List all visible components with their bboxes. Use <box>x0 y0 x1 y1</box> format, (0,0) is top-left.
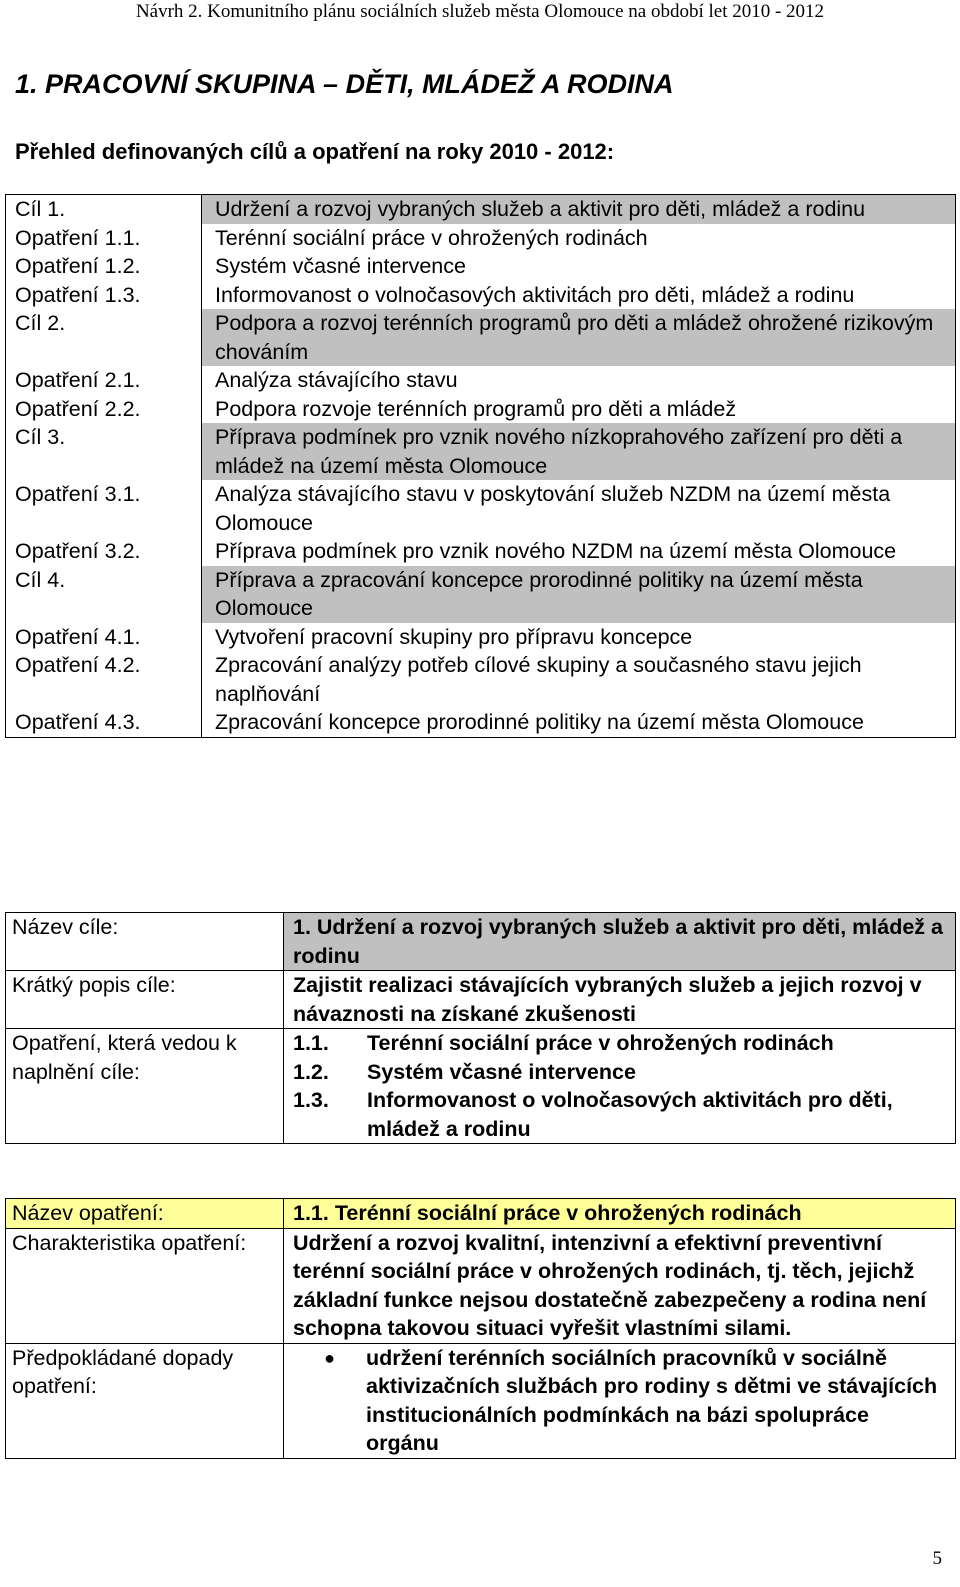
table-row <box>6 423 956 480</box>
row-text: Zpracování koncepce prorodinné politiky na území města Olomouce <box>202 708 956 737</box>
row-text: Analýza stávajícího stavu <box>202 366 956 395</box>
measure-name-row <box>6 1199 956 1229</box>
goal-measures-row <box>6 1029 956 1144</box>
measure-number: 1.2. <box>293 1059 329 1084</box>
measure-name-label: Název opatření: <box>6 1199 284 1229</box>
measure-text: Systém včasné intervence <box>367 1059 636 1084</box>
row-text: Příprava a zpracování koncepce prorodinné politiky na území města Olomouce <box>202 566 956 623</box>
overview-table <box>5 194 956 738</box>
goal-measures-cell <box>284 1029 956 1144</box>
list-item <box>293 1058 947 1087</box>
row-text: Podpora rozvoje terénních programů pro děti a mládež <box>202 395 956 424</box>
measure-number: 1.3. <box>293 1088 329 1112</box>
row-label: Opatření 4.3. <box>15 710 141 734</box>
measure-impact-label: Předpokládané dopady opatření: <box>6 1343 284 1458</box>
measure-name-value: 1.1. Terénní sociální práce v ohrožených rodinách <box>284 1199 956 1229</box>
row-text: Zpracování analýzy potřeb cílové skupiny a současného stavu jejich naplňování <box>202 651 956 708</box>
row-text: Příprava podmínek pro vznik nového NZDM na území města Olomouce <box>202 537 956 566</box>
page-title: 1. PRACOVNÍ SKUPINA – DĚTI, MLÁDEŽ A RODINA <box>15 69 674 99</box>
goal-desc-value: Zajistit realizaci stávajících vybraných služeb a jejich rozvoj v návaznosti na získané zkušenosti <box>284 971 956 1029</box>
table-row <box>6 651 956 708</box>
impact-list <box>293 1344 947 1458</box>
table-row <box>6 623 956 652</box>
measure-impact-cell <box>284 1343 956 1458</box>
row-label: Opatření 1.2. <box>15 254 141 278</box>
table-row <box>6 366 956 395</box>
table-row <box>6 708 956 737</box>
goal-desc-label: Krátký popis cíle: <box>6 971 284 1029</box>
goal-measures-list <box>293 1029 947 1143</box>
row-text: Informovanost o volnočasových aktivitách pro děti, mládež a rodinu <box>202 281 956 310</box>
row-label: Opatření 4.1. <box>15 624 141 649</box>
row-label: Cíl 3. <box>15 425 66 449</box>
list-item <box>293 1344 947 1458</box>
measure-number: 1.1. <box>293 1031 329 1055</box>
row-label: Cíl 1. <box>15 197 66 221</box>
goal-name-row <box>6 913 956 971</box>
row-text: Systém včasné intervence <box>202 252 956 281</box>
page-number: 5 <box>932 1548 942 1569</box>
row-label: Opatření 1.3. <box>15 282 141 307</box>
measure-char-row <box>6 1228 956 1343</box>
goal-name-label: Název cíle: <box>6 913 284 971</box>
measure-text: Informovanost o volnočasových aktivitách pro děti, mládež a rodinu <box>367 1088 893 1141</box>
row-label: Opatření 1.1. <box>15 225 141 250</box>
measure-char-label: Charakteristika opatření: <box>6 1228 284 1343</box>
table-row <box>6 281 956 310</box>
row-label: Opatření 3.2. <box>15 539 141 563</box>
row-text: Analýza stávajícího stavu v poskytování služeb NZDM na území města Olomouce <box>202 480 956 537</box>
measure-char-value: Udržení a rozvoj kvalitní, intenzivní a efektivní preventivní terénní sociální práce v ohrožených rodinách, tj. těch, jejichž základní funkce nejsou dostatečně zabezpečeny a rodina není schopna takovou situaci vyřešit vlastními silami. <box>284 1228 956 1343</box>
table-row <box>6 252 956 281</box>
row-label: Opatření 4.2. <box>15 653 141 677</box>
measure-impact-row <box>6 1343 956 1458</box>
goal-desc-row <box>6 971 956 1029</box>
running-header: Návrh 2. Komunitního plánu sociálních služeb města Olomouce na období let 2010 - 2012 <box>135 1 825 22</box>
table-row <box>6 395 956 424</box>
row-label: Opatření 3.1. <box>15 482 141 506</box>
table-row <box>6 309 956 366</box>
row-label: Cíl 2. <box>15 311 66 335</box>
row-label: Cíl 4. <box>15 567 66 592</box>
row-text: Podpora a rozvoj terénních programů pro děti a mládež ohrožené rizikovým chováním <box>202 309 956 366</box>
list-item <box>293 1086 947 1143</box>
row-text: Vytvoření pracovní skupiny pro přípravu koncepce <box>202 623 956 652</box>
table-row <box>6 537 956 566</box>
goal-table <box>5 912 956 1144</box>
impact-text: udržení terénních sociálních pracovníků v sociálně aktivizačních službách pro rodiny s dětmi ve stávajících institucionálních podmínkách na bázi spolupráce orgánu <box>366 1345 938 1455</box>
table-row <box>6 480 956 537</box>
goal-measures-label: Opatření, která vedou k naplnění cíle: <box>6 1029 284 1144</box>
row-text: Terénní sociální práce v ohrožených rodinách <box>202 224 956 253</box>
table-row <box>6 195 956 224</box>
measure-text: Terénní sociální práce v ohrožených rodinách <box>367 1031 834 1055</box>
row-text: Příprava podmínek pro vznik nového nízkoprahového zařízení pro děti a mládež na území města Olomouce <box>202 423 956 480</box>
bullet-icon: ● <box>324 1347 335 1368</box>
row-label: Opatření 2.2. <box>15 396 141 421</box>
measure-table <box>5 1198 956 1459</box>
list-item <box>293 1029 947 1058</box>
table-row <box>6 224 956 253</box>
row-label: Opatření 2.1. <box>15 368 141 392</box>
section-subtitle: Přehled definovaných cílů a opatření na roky 2010 - 2012: <box>15 139 615 164</box>
table-row <box>6 566 956 623</box>
goal-name-value: 1. Udržení a rozvoj vybraných služeb a aktivit pro děti, mládež a rodinu <box>284 913 956 971</box>
row-text: Udržení a rozvoj vybraných služeb a aktivit pro děti, mládež a rodinu <box>202 195 956 224</box>
